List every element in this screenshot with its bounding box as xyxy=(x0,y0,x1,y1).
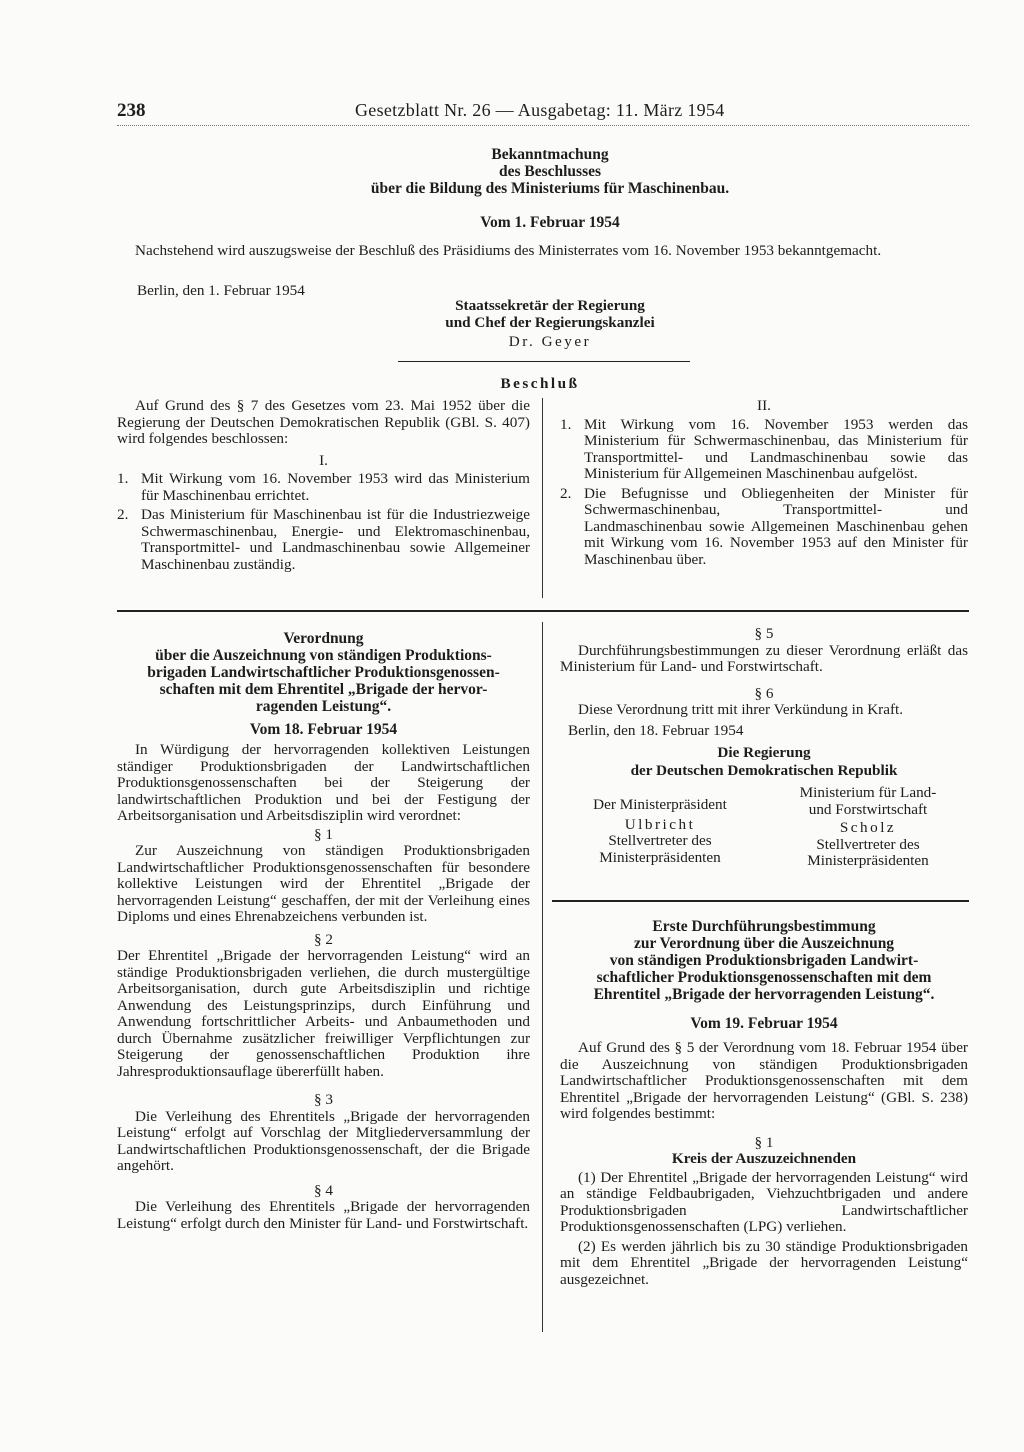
title-line: des Beschlusses xyxy=(498,163,602,180)
paragraph-heading: § 1 xyxy=(754,1133,774,1151)
list-item xyxy=(560,486,968,569)
title-line: Erste Durchführungsbestimmung xyxy=(652,918,876,935)
durchfuehrung-column xyxy=(560,918,968,1288)
paragraph-heading: § 2 xyxy=(314,930,333,948)
signature-role: Ministerpräsidenten xyxy=(807,852,929,869)
title-line: schaften mit dem Ehrentitel „Brigade der hervor- xyxy=(159,681,488,698)
paragraph-text: Die Verleihung des Ehrentitels „Brigade der hervorragenden Leistung“ erfolgt auf Vorschlag der Mitgliederversammlung der Landwirtschaftlichen Produktionsgenossenschaft, der die Brigade angehört. xyxy=(117,1107,530,1174)
signature-name: Ulbricht xyxy=(624,815,696,833)
signature-title: und Forstwirtschaft xyxy=(808,800,928,818)
signature-role: Stellvertreter des xyxy=(816,835,920,853)
item-text: Das Ministerium für Maschinenbau ist für die Industriezweige Schwermaschinenbau, Energie- und Elektromaschinenbau, Transportmittel- und Landmaschinenbau sowie Allgemeiner Maschinenbau zuständig. xyxy=(141,506,530,573)
running-title: Gesetzblatt Nr. 26 — Ausgabetag: 11. März 1954 xyxy=(355,100,725,120)
durchfuehrung-date: Vom 19. Februar 1954 xyxy=(690,1015,838,1032)
title-line: zur Verordnung über die Auszeichnung xyxy=(633,935,895,952)
title-line: Verordnung xyxy=(283,630,364,647)
verordnung-preamble: In Würdigung der hervorragenden kollektiven Leistungen ständiger Produktionsbrigaden der Landwirtschaftlichen Produktionsgenossenschaften bei der Steigerung der landwirtschaftlichen Produktion und bei der Festigung der Arbeitsorganisation und Arbeitsdisziplin wird verordnet: xyxy=(117,741,530,824)
signature-name: Scholz xyxy=(839,819,897,836)
beschluss-preamble: Auf Grund des § 7 des Gesetzes vom 23. Mai 1952 über die Regierung der Deutschen Demokratischen Republik (GBl. S. 407) wird folgendes beschlossen: xyxy=(117,397,530,447)
verordnung-date: Vom 18. Februar 1954 xyxy=(249,721,398,738)
header-rule xyxy=(117,125,969,126)
bekanntmachung-date: Vom 1. Februar 1954 xyxy=(480,214,620,231)
paragraph-text: (1) Der Ehrentitel „Brigade der hervorragenden Leistung“ wird an ständige Feldbaubrigaden, Viehzuchtbrigaden und andere Produktionsbrigaden Landwirtschaftlicher Produktionsgenossenschaften (LPG) verliehen. xyxy=(560,1168,968,1235)
signature-title: Ministerium für Land- xyxy=(799,784,937,801)
paragraph-heading: § 3 xyxy=(314,1091,333,1108)
paragraph-text: Diese Verordnung tritt mit ihrer Verkündung in Kraft. xyxy=(578,701,904,718)
verordnung-right-column xyxy=(560,626,968,870)
durchfuehrung-title xyxy=(560,918,968,1003)
paragraph-text: (2) Es werden jährlich bis zu 30 ständige Produktionsbrigaden mit dem Ehrentitel „Brigade der hervorragenden Leistung“ ausgezeichnet. xyxy=(560,1237,968,1288)
column-divider xyxy=(542,622,543,1332)
title-line: über die Bildung des Ministeriums für Maschinenbau. xyxy=(370,180,730,197)
signer-title-1: Staatssekretär der Regierung xyxy=(455,297,645,314)
durchfuehrung-preamble: Auf Grund des § 5 der Verordnung vom 18. Februar 1954 über die Auszeichnung von ständigen Produktionsbrigaden Landwirtschaftlicher Produktionsgenossenschaften mit dem Ehrentitel „Brigade der hervorragenden Leistung“ (GBl. S. 238) wird folgendes bestimmt: xyxy=(560,1039,968,1122)
paragraph-text: Durchführungsbestimmungen zu dieser Verordnung erläßt das Ministerium für Land- und Forstwirtschaft. xyxy=(560,641,968,675)
item-number: 1. xyxy=(117,470,129,487)
paragraph-heading: § 1 xyxy=(314,825,333,843)
paragraph-text: Der Ehrentitel „Brigade der hervorragenden Leistung“ wird an ständige Produktionsbrigaden verliehen, die durch mustergültige Arbeitsorganisation, durch gute Arbeitsdisziplin und richtige Anwendung des Leistungsprinzips, durch Einführung und Anwendung fortschrittlicher Arbeits- und Anbaumethoden und durch Übernahme zusätzlicher freiwilliger Verpflichtungen zur Steigerung der genossenschaftlichen Produktion ihre Jahresproduktionsauflage übererfüllt haben. xyxy=(117,947,530,1080)
item-text: Mit Wirkung vom 16. November 1953 werden das Ministerium für Schwermaschinenbau, das Ministerium für Transportmittel- und Landmaschinenbau sowie das Ministerium für Allgemeinen Maschinenbau aufgelöst. xyxy=(584,415,968,482)
separator-rule xyxy=(398,361,690,362)
paragraph-text: Zur Auszeichnung von ständigen Produktionsbrigaden Landwirtschaftlicher Produktionsgenossenschaften für besondere kollektive Leistungen wird der Ehrentitel „Brigade der hervorragenden Leistung“ geschaffen, der mit der Verleihung eines Diploms und eines Ehrenabzeichens verbunden ist. xyxy=(117,842,530,925)
title-line: brigaden Landwirtschaftlicher Produktionsgenossen- xyxy=(147,664,500,681)
paragraph-text: Die Verleihung des Ehrentitels „Brigade der hervorragenden Leistung“ erfolgt durch den Minister für Land- und Forstwirtschaft. xyxy=(117,1198,530,1232)
verordnung-title xyxy=(117,630,530,715)
list-item xyxy=(117,471,530,504)
signature-title: Der Ministerpräsident xyxy=(593,796,727,813)
title-line: über die Auszeichnung von ständigen Produktions- xyxy=(155,647,492,664)
title-line: Ehrentitel „Brigade der hervorragenden Leistung“. xyxy=(593,986,935,1003)
paragraph-heading: § 5 xyxy=(754,625,774,642)
section-rule xyxy=(117,610,969,612)
section-numeral: II. xyxy=(757,397,771,414)
title-line: ragenden Leistung“. xyxy=(255,698,392,715)
bekanntmachung-place-date: Berlin, den 1. Februar 1954 xyxy=(137,282,305,299)
government-line-1: Die Regierung xyxy=(717,744,811,761)
signature-right xyxy=(768,785,968,870)
item-text: Mit Wirkung vom 16. November 1953 wird das Ministerium für Maschinenbau errichtet. xyxy=(141,470,530,504)
paragraph-subheading: Kreis der Auszuzeichnenden xyxy=(671,1150,857,1167)
beschluss-right-column xyxy=(560,398,968,568)
section-rule xyxy=(552,900,969,902)
signatures xyxy=(560,785,968,870)
beschluss-left-column xyxy=(117,398,530,573)
verordnung-place-date: Berlin, den 18. Februar 1954 xyxy=(568,721,744,739)
item-number: 2. xyxy=(117,506,129,523)
bekanntmachung-intro: Nachstehend wird auszugsweise der Beschluß des Präsidiums des Ministerrates vom 16. November 1953 bekanntgemacht. xyxy=(135,242,882,259)
page-number: 238 xyxy=(117,100,146,121)
section-numeral: I. xyxy=(319,451,328,469)
government-line-2: der Deutschen Demokratischen Republik xyxy=(630,761,898,779)
paragraph-heading: § 6 xyxy=(754,684,774,702)
title-line: von ständigen Produktionsbrigaden Landwirt- xyxy=(609,952,919,969)
title-line: Bekanntmachung xyxy=(491,146,609,163)
signature-role: Stellvertreter des xyxy=(608,832,712,849)
item-number: 2. xyxy=(560,484,572,502)
beschluss-heading: Beschluß xyxy=(500,375,580,392)
signer-title-2: und Chef der Regierungskanzlei xyxy=(445,314,655,331)
list-item xyxy=(117,507,530,573)
column-divider xyxy=(542,398,543,598)
item-number: 1. xyxy=(560,415,572,433)
item-text: Die Befugnisse und Obliegenheiten der Minister für Schwermaschinenbau, Transportmittel- und Landmaschinenbau sowie Allgemeinen Maschinenbau gehen mit Wirkung vom 16. November 1953 auf den Minister für Maschinenbau über. xyxy=(584,484,968,568)
signature-role: Ministerpräsidenten xyxy=(599,848,721,866)
signature-left xyxy=(560,797,760,870)
verordnung-left-column xyxy=(117,630,530,1232)
paragraph-heading: § 4 xyxy=(314,1181,333,1199)
title-line: schaftlicher Produktionsgenossenschaften mit dem xyxy=(596,969,932,986)
signer-name: Dr. Geyer xyxy=(508,333,592,350)
list-item xyxy=(560,417,968,483)
bekanntmachung-title xyxy=(300,146,800,197)
